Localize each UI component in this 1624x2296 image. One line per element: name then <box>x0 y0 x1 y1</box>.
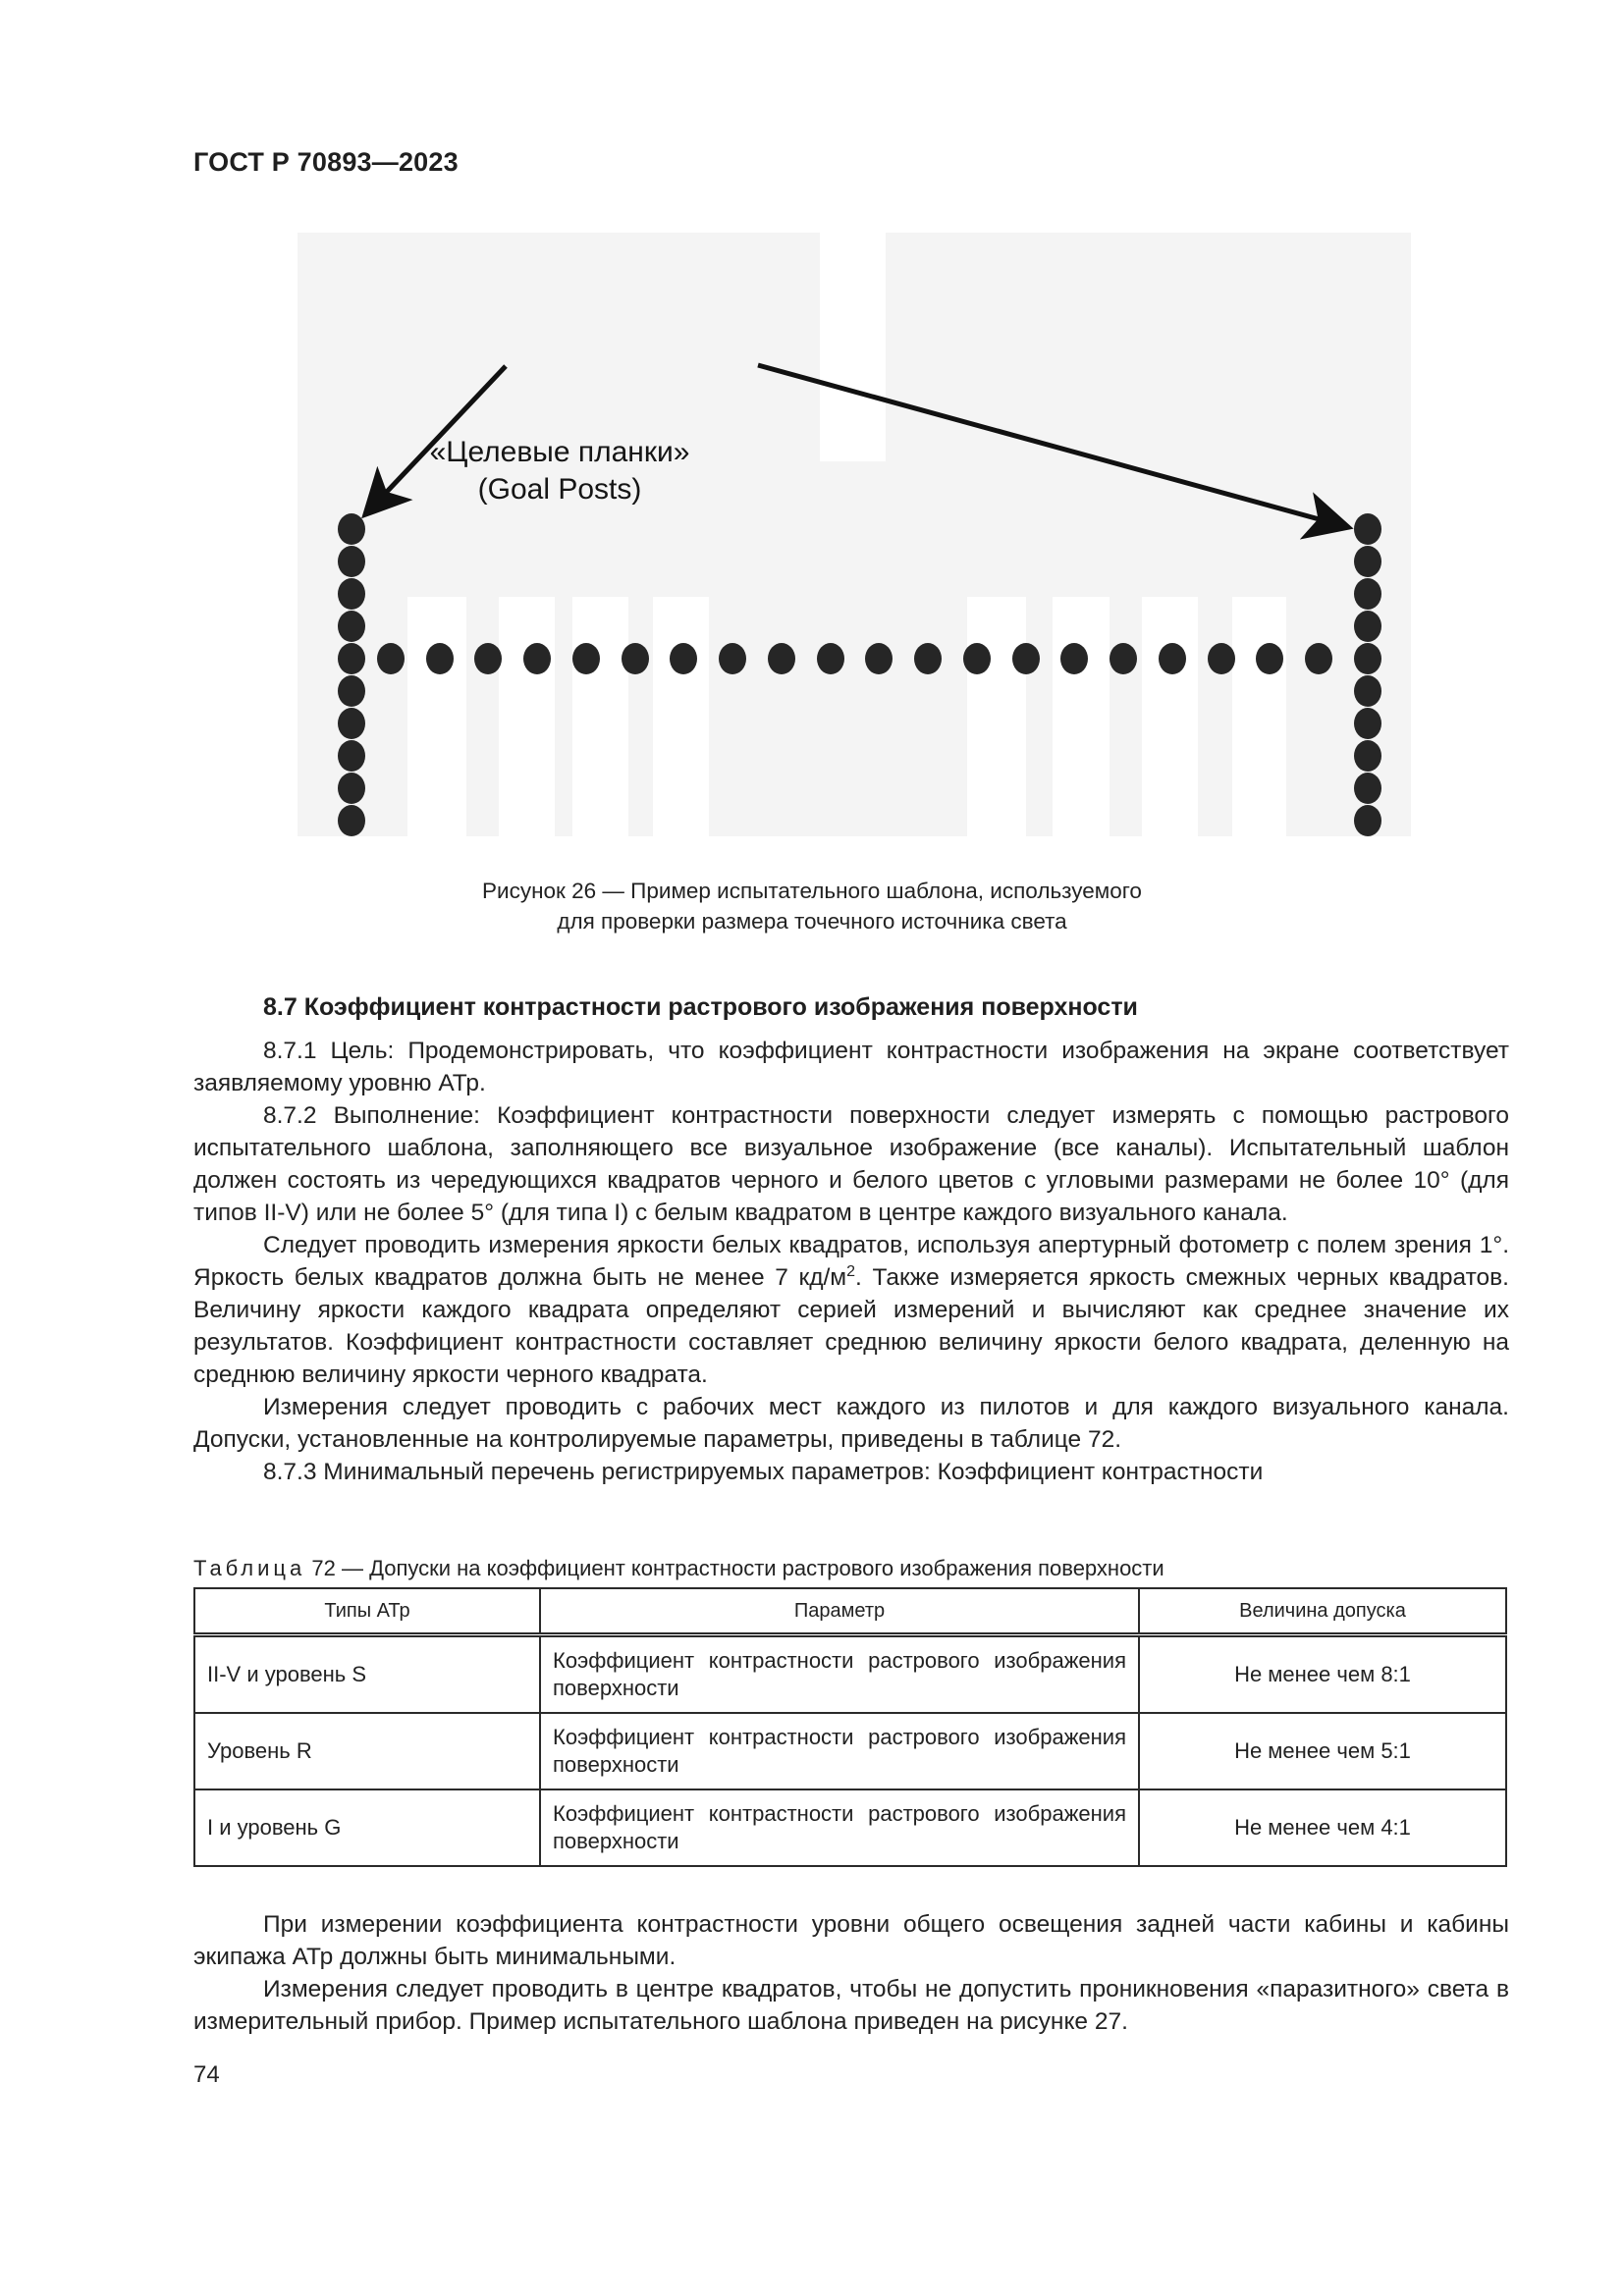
table-title-text: 72 — Допуски на коэффициент контрастности растрового изображения поверхности <box>305 1556 1164 1580</box>
dot-icon <box>1354 773 1381 804</box>
paragraph-measurement-center: Измерения следует проводить в центре квадратов, чтобы не допустить проникновения «паразитного» света в измерительный прибор. Пример испытательного шаблона приведен на рисунке 27. <box>193 1976 1509 2035</box>
dot-icon <box>622 643 649 674</box>
dot-icon <box>1354 740 1381 772</box>
table-cell-parameter: Коэффициент контрастности растрового изображения поверхности <box>540 1713 1139 1789</box>
dot-icon <box>1354 578 1381 610</box>
dot-icon <box>768 643 795 674</box>
table-cell-parameter: Коэффициент контрастности растрового изображения поверхности <box>540 1789 1139 1866</box>
paragraph-lighting: При измерении коэффициента контрастности уровни общего освещения задней части кабины и кабины экипажа АТр должны быть минимальными. <box>193 1911 1509 1970</box>
dot-icon <box>338 513 365 545</box>
table-header-row <box>194 1588 1506 1635</box>
table-title <box>193 1556 1164 1581</box>
table-cell-tolerance: Не менее чем 4:1 <box>1139 1789 1506 1866</box>
dot-icon <box>338 773 365 804</box>
dot-icon <box>338 578 365 610</box>
figure-caption-line1: Рисунок 26 — Пример испытательного шаблона, используемого <box>482 879 1142 903</box>
figure-caption <box>295 876 1329 936</box>
dot-icon <box>572 643 600 674</box>
table-title-word: Таблица <box>193 1556 306 1580</box>
dot-icon <box>1354 643 1381 674</box>
dot-icon <box>1305 643 1332 674</box>
after-table-body <box>193 1908 1509 2038</box>
figure-caption-line2: для проверки размера точечного источника света <box>557 909 1067 934</box>
section-body <box>193 1035 1509 1488</box>
table-header-cell: Параметр <box>540 1588 1139 1635</box>
table-cell-parameter: Коэффициент контрастности растрового изображения поверхности <box>540 1635 1139 1714</box>
dot-icon <box>426 643 454 674</box>
dot-icon <box>1354 513 1381 545</box>
paragraph-text: . Также измеряется яркость смежных черных квадратов. Величину яркости каждого квадрата определяют серией измерений и вычисляют как среднее значение их результатов. Коэффициент контрастности составляет среднюю величину яркости белого квадрата, деленную на среднюю величину яркости черного квадрата. <box>193 1264 1509 1388</box>
goal-post-arrows-icon <box>298 233 1411 836</box>
section-title: 8.7 Коэффициент контрастности растрового изображения поверхности <box>263 993 1138 1021</box>
dot-icon <box>377 643 405 674</box>
table-cell-type: I и уровень G <box>194 1789 540 1866</box>
dot-icon <box>1012 643 1040 674</box>
dot-icon <box>1159 643 1186 674</box>
dot-icon <box>338 611 365 642</box>
dot-icon <box>1208 643 1235 674</box>
tolerance-table <box>193 1587 1507 1867</box>
dot-icon <box>1354 805 1381 836</box>
document-header-standard-id: ГОСТ Р 70893—2023 <box>193 147 459 177</box>
table-cell-tolerance: Не менее чем 8:1 <box>1139 1635 1506 1714</box>
paragraph-luminance <box>193 1229 1509 1391</box>
paragraph-8-7-2: 8.7.2 Выполнение: Коэффициент контрастности поверхности следует измерять с помощью растрового испытательного шаблона, заполняющего все визуальное изображение (все каналы). Испытательный шаблон должен состоять из чередующихся квадратов черного и белого цветов с угловыми размерами не более 10° (для типов II-V) или не более 5° (для типа I) с белым квадратом в центре каждого визуального канала. <box>193 1102 1509 1226</box>
dot-icon <box>817 643 844 674</box>
figure-label-russian: «Целевые планки» <box>429 436 690 468</box>
dot-icon <box>1354 675 1381 707</box>
paragraph-8-7-3: 8.7.3 Минимальный перечень регистрируемых параметров: Коэффициент контрастности <box>263 1459 1264 1485</box>
dot-icon <box>1354 546 1381 577</box>
dot-icon <box>338 675 365 707</box>
table-cell-tolerance: Не менее чем 5:1 <box>1139 1713 1506 1789</box>
figure-label-english: (Goal Posts) <box>477 473 642 506</box>
dot-icon <box>914 643 942 674</box>
dot-icon <box>338 708 365 739</box>
superscript: 2 <box>846 1262 856 1280</box>
dot-icon <box>1110 643 1137 674</box>
table-row <box>194 1713 1506 1789</box>
dot-icon <box>338 805 365 836</box>
paragraph-measurement-positions: Измерения следует проводить с рабочих мест каждого из пилотов и для каждого визуального канала. Допуски, установленные на контролируемые параметры, приведены в таблице 72. <box>193 1394 1509 1453</box>
dot-icon <box>963 643 991 674</box>
page-number: 74 <box>193 2061 220 2088</box>
table-header-cell: Величина допуска <box>1139 1588 1506 1635</box>
dot-icon <box>719 643 746 674</box>
table-header-cell: Типы АТр <box>194 1588 540 1635</box>
paragraph-8-7-1: 8.7.1 Цель: Продемонстрировать, что коэффициент контрастности изображения на экране соответствует заявляемому уровню АТр. <box>193 1038 1509 1096</box>
dot-icon <box>338 546 365 577</box>
dot-icon <box>338 643 365 674</box>
dot-icon <box>338 740 365 772</box>
table-cell-type: II-V и уровень S <box>194 1635 540 1714</box>
figure-test-pattern <box>298 233 1411 836</box>
dot-icon <box>1354 611 1381 642</box>
table-cell-type: Уровень R <box>194 1713 540 1789</box>
paragraph-text: Следует проводить измерения яркости белых квадратов, используя апертурный фотометр с полем зрения 1°. Яркость белых квадратов должна быть не менее 7 кд/м <box>193 1232 1509 1291</box>
dot-icon <box>1354 708 1381 739</box>
dot-icon <box>523 643 551 674</box>
table-row <box>194 1789 1506 1866</box>
table-row <box>194 1635 1506 1714</box>
